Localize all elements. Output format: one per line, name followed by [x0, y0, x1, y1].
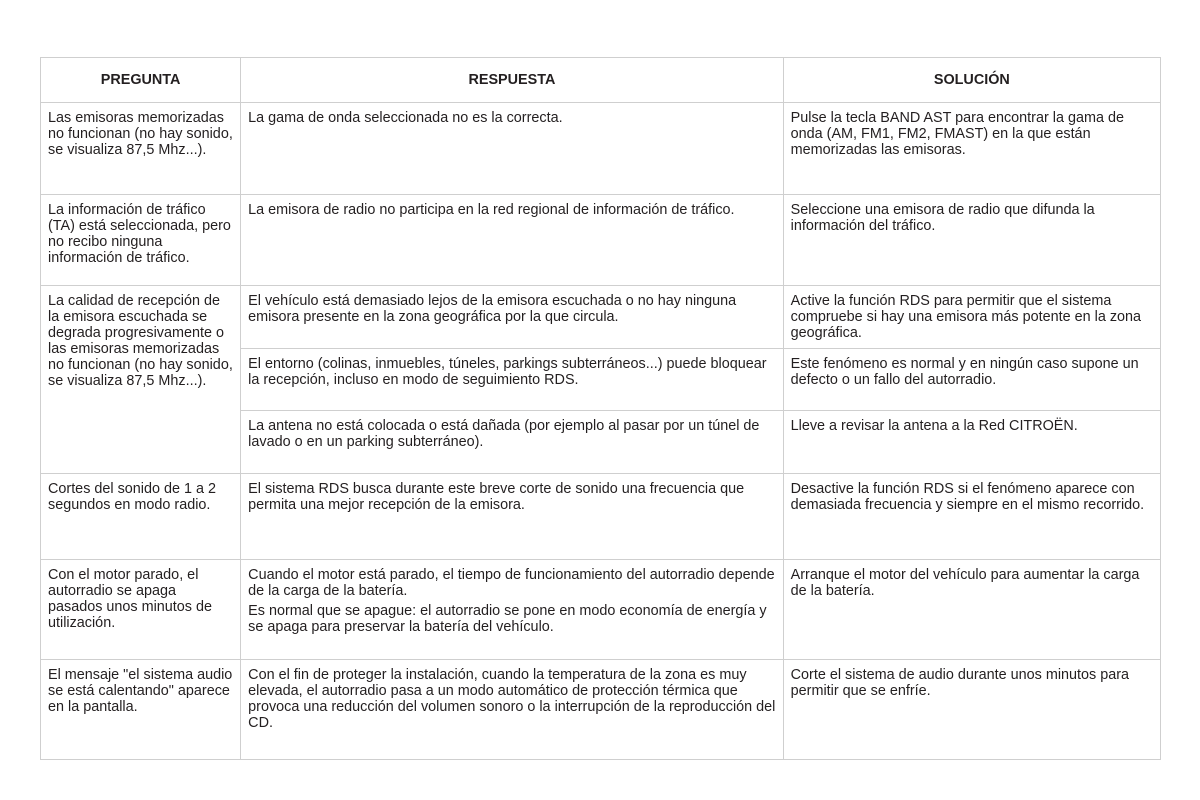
header-pregunta: PREGUNTA: [41, 58, 241, 103]
response-paragraph: Es normal que se apague: el autorradio se pone en modo economía de energía y se apaga para preservar la batería del vehículo.: [248, 603, 767, 635]
response-cell: El entorno (colinas, inmuebles, túneles, parkings subterráneos...) puede bloquear la recepción, incluso en modo de seguimiento RDS.: [241, 349, 783, 411]
question-cell: Cortes del sonido de 1 a 2 segundos en modo radio.: [41, 474, 241, 560]
solution-cell: Lleve a revisar la antena a la Red CITROËN.: [783, 411, 1160, 474]
response-paragraph: Cuando el motor está parado, el tiempo de funcionamiento del autorradio depende de la carga de la batería.: [248, 567, 775, 599]
solution-cell: Arranque el motor del vehículo para aumentar la carga de la batería.: [783, 560, 1160, 660]
table-row: [41, 474, 1161, 560]
table-row: [41, 660, 1161, 760]
response-cell: Con el fin de proteger la instalación, cuando la temperatura de la zona es muy elevada, el autorradio pasa a un modo automático de protección térmica que provoca una reducción del volumen sonoro o la interrupción de la reproducción del CD.: [241, 660, 783, 760]
response-cell: El sistema RDS busca durante este breve corte de sonido una frecuencia que permita una mejor recepción de la emisora.: [241, 474, 783, 560]
question-cell: La información de tráfico (TA) está seleccionada, pero no recibo ninguna información de tráfico.: [41, 195, 241, 286]
table-row: [41, 286, 1161, 349]
question-cell: La calidad de recepción de la emisora escuchada se degrada progresivamente o las emisoras memorizadas no funcionan (no hay sonido, se visualiza 87,5 Mhz...).: [41, 286, 241, 474]
question-cell: El mensaje "el sistema audio se está calentando" aparece en la pantalla.: [41, 660, 241, 760]
question-cell: Con el motor parado, el autorradio se apaga pasados unos minutos de utilización.: [41, 560, 241, 660]
solution-cell: Seleccione una emisora de radio que difunda la información del tráfico.: [783, 195, 1160, 286]
response-cell: El vehículo está demasiado lejos de la emisora escuchada o no hay ninguna emisora presente en la zona geográfica por la que circula.: [241, 286, 783, 349]
solution-cell: Este fenómeno es normal y en ningún caso supone un defecto o un fallo del autorradio.: [783, 349, 1160, 411]
header-solucion: SOLUCIÓN: [783, 58, 1160, 103]
header-row: [41, 58, 1161, 103]
solution-cell: Desactive la función RDS si el fenómeno aparece con demasiada frecuencia y siempre en el mismo recorrido.: [783, 474, 1160, 560]
response-cell: La antena no está colocada o está dañada (por ejemplo al pasar por un túnel de lavado o en un parking subterráneo).: [241, 411, 783, 474]
table-row: [41, 195, 1161, 286]
solution-cell: Corte el sistema de audio durante unos minutos para permitir que se enfríe.: [783, 660, 1160, 760]
table-row: [41, 103, 1161, 195]
troubleshooting-table: [40, 57, 1161, 760]
header-respuesta: RESPUESTA: [241, 58, 783, 103]
solution-cell: Active la función RDS para permitir que el sistema compruebe si hay una emisora más potente en la zona geográfica.: [783, 286, 1160, 349]
solution-cell: Pulse la tecla BAND AST para encontrar la gama de onda (AM, FM1, FM2, FMAST) en la que están memorizadas las emisoras.: [783, 103, 1160, 195]
response-cell: [241, 560, 783, 660]
question-cell: Las emisoras memorizadas no funcionan (no hay sonido, se visualiza 87,5 Mhz...).: [41, 103, 241, 195]
response-cell: La gama de onda seleccionada no es la correcta.: [241, 103, 783, 195]
response-cell: La emisora de radio no participa en la red regional de información de tráfico.: [241, 195, 783, 286]
table-row: [41, 560, 1161, 660]
